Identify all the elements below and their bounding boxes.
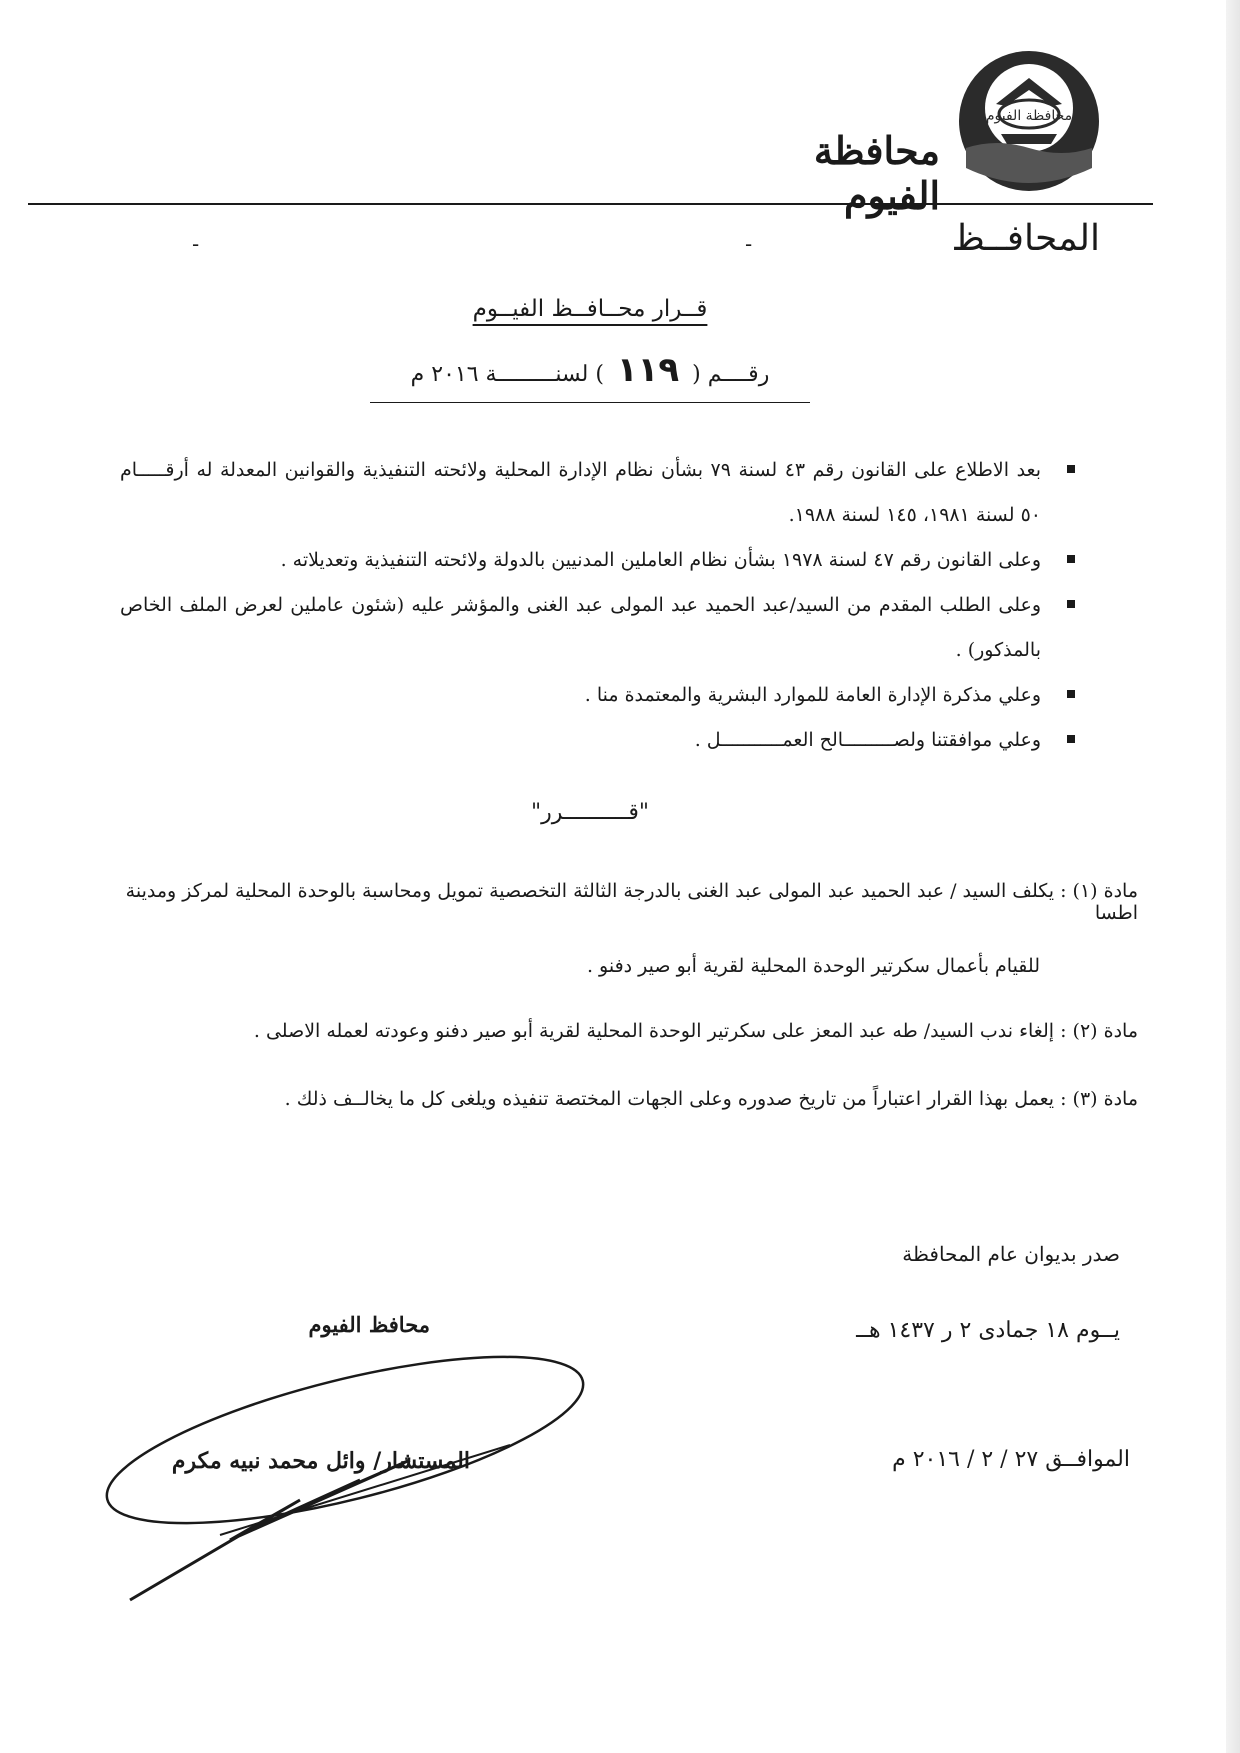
separator-mark: -	[192, 232, 200, 256]
preamble-item: وعلى القانون رقم ٤٧ لسنة ١٩٧٨ بشأن نظام العاملين المدنيين بالدولة ولائحته التنفيذية وتعديلاته .	[120, 538, 1075, 583]
article-3: مادة (٣) : يعمل بهذا القرار اعتباراً من تاريخ صدوره وعلى الجهات المختصة تنفيذه ويلغى كل ما يخالــف ذلك .	[284, 1088, 1138, 1110]
preamble-item: وعلي موافقتنا ولصـــــــــالح العمـــــــــــل .	[120, 718, 1075, 763]
issued-at: صدر بديوان عام المحافظة	[902, 1242, 1120, 1266]
hijri-date: يــوم ١٨ جمادى ٢ ر ١٤٣٧ هــ	[856, 1318, 1120, 1343]
page-edge	[1226, 0, 1240, 1753]
decree-number-suffix: ) لسنـــــــــة ٢٠١٦ م	[410, 362, 604, 387]
preamble-item: وعلى الطلب المقدم من السيد/عبد الحميد عبد المولى عبد الغنى والمؤشر عليه (شئون عاملين لعرض الملف الخاص بالمذكور) .	[120, 583, 1075, 673]
article-1-continuation: للقيام بأعمال سكرتير الوحدة المحلية لقرية أبو صير دفنو .	[586, 955, 1040, 977]
decree-number-prefix: رقــــم (	[692, 362, 770, 387]
bullet-icon	[1067, 735, 1075, 743]
office-label: المحافــظ	[951, 218, 1100, 259]
bullet-icon	[1067, 600, 1075, 608]
svg-text:محافظة الفيوم: محافظة الفيوم	[985, 108, 1073, 124]
header-rule	[28, 203, 1153, 205]
bullet-icon	[1067, 555, 1075, 563]
article-1: مادة (١) : يكلف السيد / عبد الحميد عبد المولى عبد الغنى بالدرجة الثالثة التخصصية تمويل ومحاسبة بالوحدة المحلية لمركز ومدينة اطسا	[125, 880, 1138, 924]
article-2: مادة (٢) : إلغاء ندب السيد/ طه عبد المعز على سكرتير الوحدة المحلية لقرية أبو صير دفنو وعودته لعمله الاصلى .	[253, 1020, 1138, 1042]
bullet-icon	[1067, 690, 1075, 698]
preamble-item: بعد الاطلاع على القانون رقم ٤٣ لسنة ٧٩ بشأن نظام الإدارة المحلية ولائحته التنفيذية والقوانين المعدلة له أرقـــــام ٥٠ لسنة ١٩٨١، ١٤٥ لسنة ١٩٨٨.	[120, 448, 1075, 538]
decree-title: قــرار محــافــظ الفيــوم	[472, 296, 708, 322]
preamble-item: وعلي مذكرة الإدارة العامة للموارد البشرية والمعتمدة منا .	[120, 673, 1075, 718]
gregorian-date: الموافــق ٢٧ / ٢ / ٢٠١٦ م	[892, 1447, 1130, 1472]
governor-name: المستشار/ وائل محمد نبيه مكرم	[171, 1448, 470, 1474]
preamble-list	[120, 448, 1075, 763]
separator-mark: -	[745, 232, 753, 256]
decree-number	[370, 350, 810, 403]
signature-icon	[100, 1330, 620, 1620]
governorate-name: محافظة الفيوم	[813, 128, 940, 218]
bullet-icon	[1067, 465, 1075, 473]
decides-heading: "قــــــــــرر"	[531, 800, 649, 825]
governorate-logo	[956, 48, 1102, 194]
decree-number-value: ١١٩	[616, 350, 680, 390]
governor-title: محافظ الفيوم	[308, 1312, 430, 1337]
